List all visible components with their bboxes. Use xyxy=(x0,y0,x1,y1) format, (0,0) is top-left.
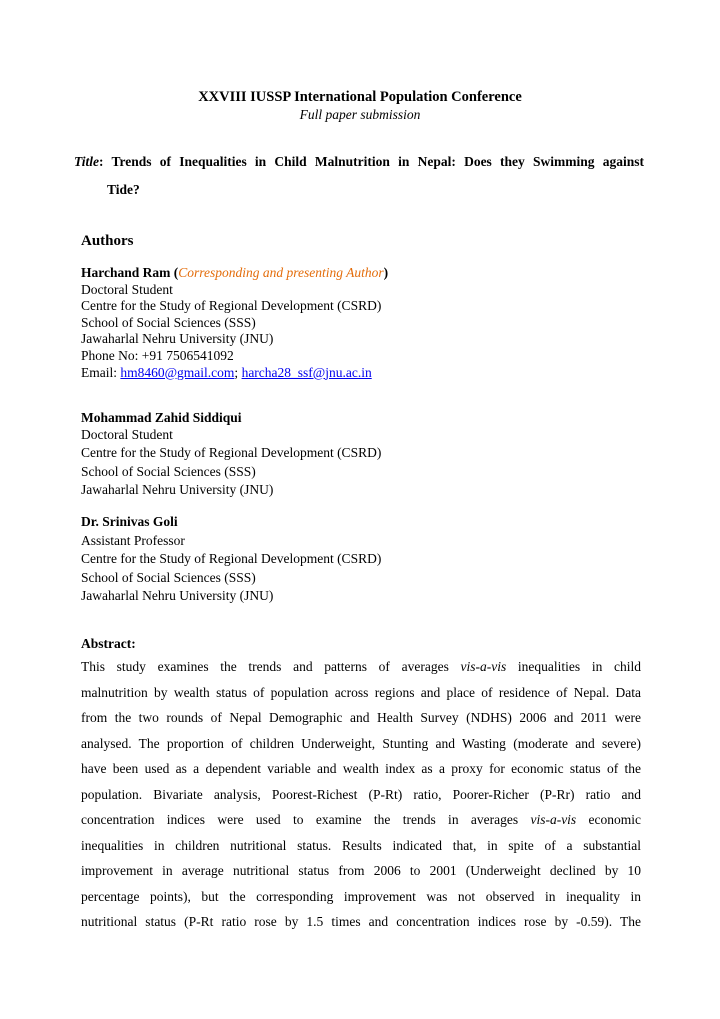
abstract-line xyxy=(81,709,641,735)
abstract-text: population. Bivariate analysis, Poorest-Richest (P-Rt) ratio, Poorer-Richer (P-Rr) ratio and xyxy=(81,786,641,802)
role-close-paren: ) xyxy=(383,265,389,280)
authors-heading: Authors xyxy=(81,233,134,249)
abstract-text: malnutrition by wealth status of population across regions and place of residence of Nepal. Data xyxy=(81,684,641,700)
abstract-heading: Abstract: xyxy=(81,636,136,651)
author-school: School of Social Sciences (SSS) xyxy=(81,569,256,585)
author-position: Assistant Professor xyxy=(81,532,185,548)
abstract-line xyxy=(81,837,641,863)
author-centre: Centre for the Study of Regional Development (CSRD) xyxy=(81,298,382,314)
author-centre: Centre for the Study of Regional Development (CSRD) xyxy=(81,551,382,567)
author-position: Doctoral Student xyxy=(81,281,173,297)
abstract-line xyxy=(81,862,641,888)
abstract-line xyxy=(81,786,641,812)
abstract-text: inequalities in child xyxy=(506,659,641,674)
abstract-italic-text: vis-a-vis xyxy=(460,659,507,674)
author-position: Doctoral Student xyxy=(81,426,173,442)
abstract-body xyxy=(81,658,641,939)
author-name: Mohammad Zahid Siddiqui xyxy=(81,410,242,425)
abstract-line xyxy=(81,684,641,710)
abstract-text: inequalities in children nutritional status. Results indicated that, in spite of a substantial xyxy=(81,837,641,853)
abstract-text: improvement in average nutritional status from 2006 to 2001 (Underweight declined by 10 xyxy=(81,863,641,878)
abstract-line xyxy=(81,760,641,786)
conference-title: XXVIII IUSSP International Population Conference xyxy=(198,89,522,105)
abstract-line xyxy=(81,913,641,939)
abstract-line xyxy=(81,888,641,914)
author-school: School of Social Sciences (SSS) xyxy=(81,463,256,479)
abstract-text: have been used as a dependent variable and wealth index as a proxy for economic status of the xyxy=(81,761,641,776)
conference-subtitle: Full paper submission xyxy=(299,107,421,122)
author-centre: Centre for the Study of Regional Development (CSRD) xyxy=(81,445,382,461)
abstract-text: analysed. The proportion of children Underweight, Stunting and Wasting (moderate and severe) xyxy=(81,735,641,751)
abstract-text: percentage points), but the corresponding improvement was not observed in inequality in xyxy=(81,888,641,904)
paper-title-separator: : xyxy=(99,154,112,169)
email-separator: ; xyxy=(234,364,242,380)
paper-title xyxy=(74,154,644,170)
abstract-text: nutritional status (P-Rt ratio rose by 1.5 times and concentration indices rose by -0.59). The xyxy=(81,914,641,929)
abstract-text: concentration indices were used to examine the trends in averages xyxy=(81,812,531,827)
abstract-text: economic xyxy=(576,812,641,827)
email-label: Email: xyxy=(81,364,121,380)
author-university: Jawaharlal Nehru University (JNU) xyxy=(81,331,274,347)
author-name: Dr. Srinivas Goli xyxy=(81,514,178,529)
abstract-line xyxy=(81,735,641,761)
abstract-text: from the two rounds of Nepal Demographic and Health Survey (NDHS) 2006 and 2011 were xyxy=(81,710,641,725)
author-university: Jawaharlal Nehru University (JNU) xyxy=(81,588,274,604)
author-block-2 xyxy=(81,410,641,499)
email-link-primary[interactable]: hm8460@gmail.com xyxy=(120,364,235,380)
author-role-note: Corresponding and presenting Author xyxy=(178,265,384,280)
author-school: School of Social Sciences (SSS) xyxy=(81,314,256,330)
role-open-paren: ( xyxy=(170,265,179,280)
email-link-secondary[interactable]: harcha28_ssf@jnu.ac.in xyxy=(241,364,372,380)
paper-title-label: Title xyxy=(74,154,99,169)
abstract-line xyxy=(81,811,641,837)
abstract-text: This study examines the trends and patterns of averages xyxy=(81,659,461,674)
author-block-3 xyxy=(81,514,641,605)
abstract-line xyxy=(81,658,641,684)
paper-title-continued: Tide? xyxy=(107,182,140,197)
author-university: Jawaharlal Nehru University (JNU) xyxy=(81,482,274,498)
abstract-italic-text: vis-a-vis xyxy=(530,812,577,827)
author-phone: Phone No: +91 7506541092 xyxy=(81,347,234,363)
author-block-1 xyxy=(81,265,641,381)
author-name: Harchand Ram xyxy=(81,265,171,280)
paper-title-text: Trends of Inequalities in Child Malnutrition in Nepal: Does they Swimming against xyxy=(111,154,644,169)
